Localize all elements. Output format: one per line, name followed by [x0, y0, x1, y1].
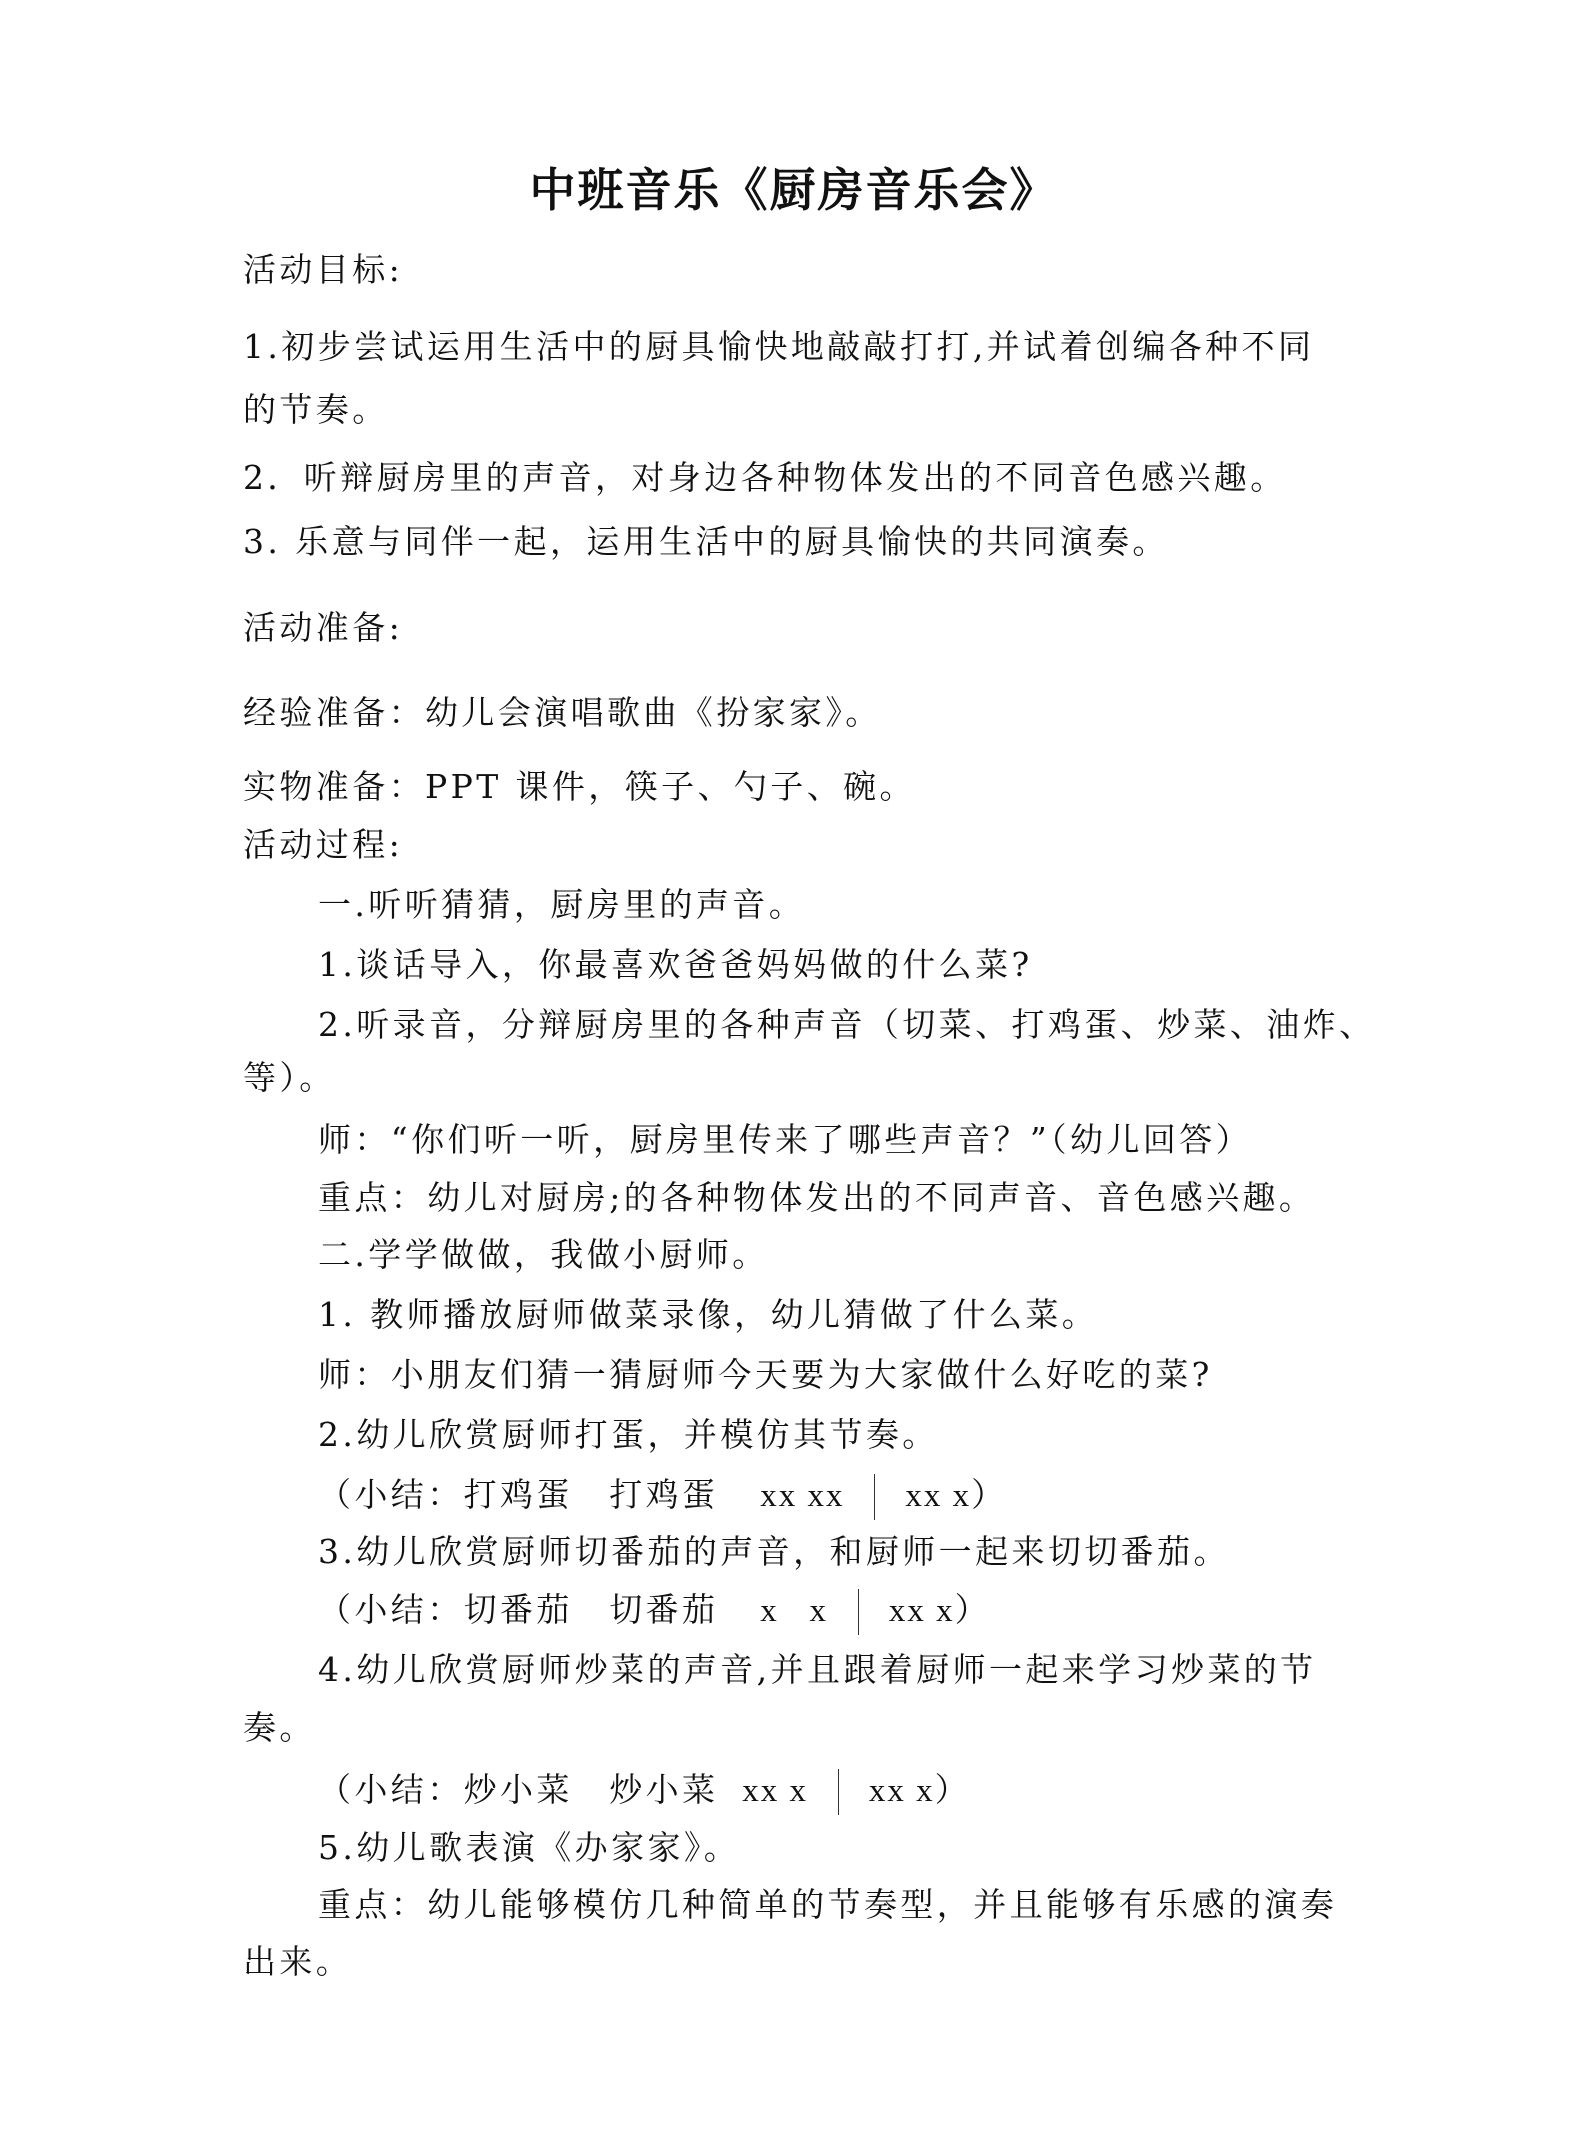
section1-key-point: 重点：幼儿对厨房;的各种物体发出的不同声音、音色感兴趣。: [318, 1178, 1316, 1217]
bar-line: [838, 1769, 839, 1815]
process-heading: 活动过程:: [243, 825, 404, 864]
section1-step2-line2: 等）。: [243, 1058, 336, 1097]
rhythm-summary-egg: [318, 1473, 1006, 1520]
goal-item-1-line2: 的节奏。: [243, 390, 389, 429]
rhythm-beats-right: xx x）: [868, 1773, 970, 1809]
section2-step4-line1: 4.幼儿欣赏厨师炒菜的声音,并且跟着厨师一起来学习炒菜的节: [318, 1650, 1317, 1689]
goal-item-3: 3. 乐意与同伴一起，运用生活中的厨具愉快的共同演奏。: [243, 522, 1169, 561]
rhythm-words: （小结：炒小菜 炒小菜: [318, 1770, 719, 1809]
section2-teacher-line: 师：小朋友们猜一猜厨师今天要为大家做什么好吃的菜?: [318, 1355, 1213, 1394]
preparation-experience: 经验准备：幼儿会演唱歌曲《扮家家》。: [243, 693, 882, 732]
rhythm-beats-left: xx x: [742, 1773, 809, 1809]
section2-step1: 1. 教师播放厨师做菜录像，幼儿猜做了什么菜。: [318, 1295, 1099, 1334]
bar-line: [874, 1474, 875, 1520]
section2-key-point-line2: 出来。: [243, 1942, 353, 1981]
goal-item-2: 2．听辩厨房里的声音，对身边各种物体发出的不同音色感兴趣。: [243, 458, 1287, 497]
goal-item-1-line1: 1.初步尝试运用生活中的厨具愉快地敲敲打打,并试着创编各种不同: [243, 327, 1315, 366]
rhythm-beats-left: xx xx: [760, 1478, 845, 1514]
goals-heading: 活动目标:: [243, 250, 404, 289]
bar-line: [858, 1589, 859, 1635]
section2-step2: 2.幼儿欣赏厨师打蛋，并模仿其节奏。: [318, 1415, 939, 1454]
rhythm-beats-right: xx x）: [888, 1593, 990, 1629]
section1-step2-line1: 2.听录音，分辩厨房里的各种声音（切菜、打鸡蛋、炒菜、油炸、: [318, 1005, 1376, 1044]
rhythm-words: （小结：打鸡蛋 打鸡蛋: [318, 1475, 719, 1514]
section1-title: 一.听听猜猜，厨房里的声音。: [318, 885, 806, 924]
rhythm-summary-stirfry: [318, 1768, 970, 1815]
rhythm-beats-right: xx x）: [905, 1478, 1007, 1514]
document-title: 中班音乐《厨房音乐会》: [529, 163, 1058, 217]
section2-step4-line2: 奏。: [243, 1708, 316, 1747]
preparation-materials: 实物准备：PPT 课件，筷子、勺子、碗。: [243, 767, 916, 806]
section2-key-point-line1: 重点：幼儿能够模仿几种简单的节奏型，并且能够有乐感的演奏: [318, 1885, 1338, 1924]
rhythm-words: （小结：切番茄 切番茄: [318, 1590, 719, 1629]
section1-step1: 1.谈话导入，你最喜欢爸爸妈妈做的什么菜?: [318, 945, 1033, 984]
section2-step3: 3.幼儿欣赏厨师切番茄的声音，和厨师一起来切切番茄。: [318, 1532, 1230, 1571]
rhythm-summary-tomato: [318, 1588, 990, 1635]
section2-step5: 5.幼儿歌表演《办家家》。: [318, 1828, 741, 1867]
section2-title: 二.学学做做，我做小厨师。: [318, 1235, 769, 1274]
rhythm-beats-left: x x: [760, 1593, 829, 1629]
preparation-heading: 活动准备:: [243, 608, 404, 647]
section1-teacher-line: 师：“你们听一听，厨房里传来了哪些声音？”（幼儿回答）: [318, 1120, 1253, 1159]
